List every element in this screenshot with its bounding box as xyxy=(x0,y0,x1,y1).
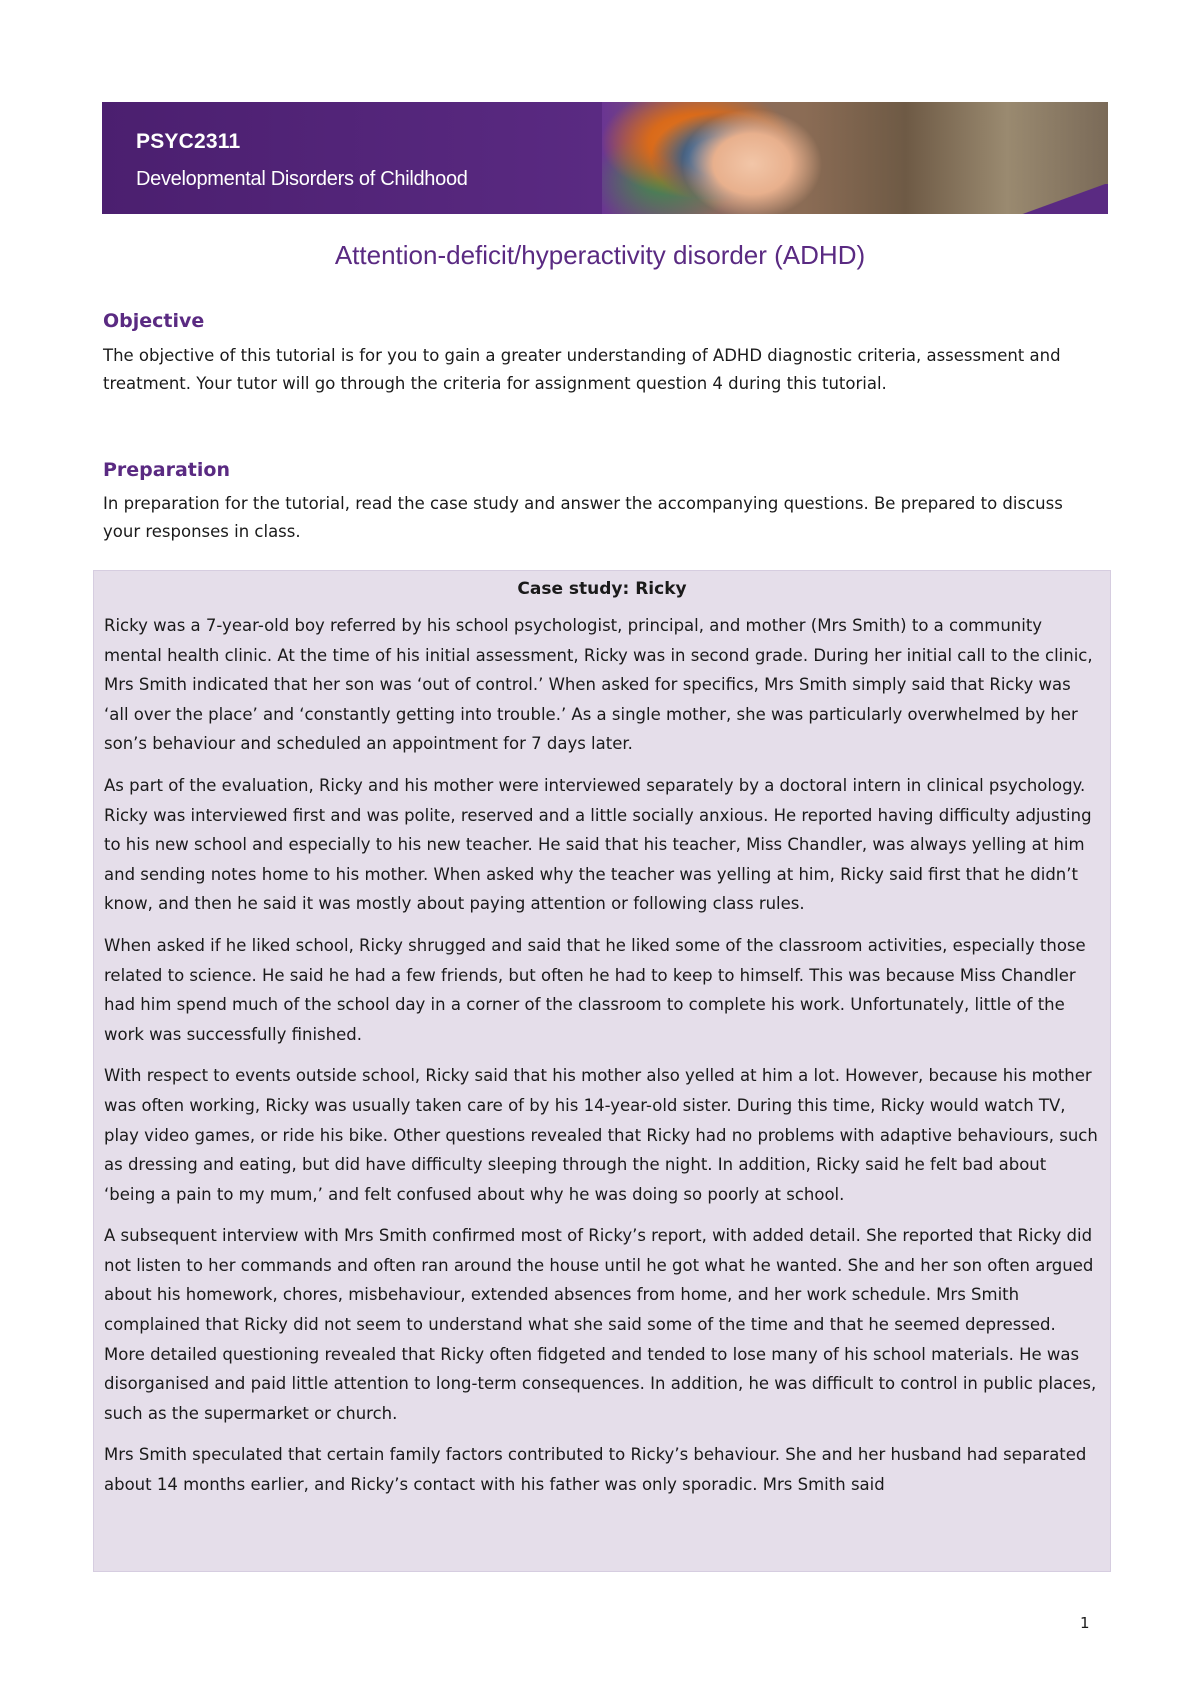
case-paragraph-1: Ricky was a 7-year-old boy referred by his school psychologist, principal, and mother (Mrs Smith) to a community mental health clinic. At the time of his initial assessment, Ricky was in second grade. During her initial call to the clinic, Mrs Smith indicated that her son was ‘out of control.’ When asked for specifics, Mrs Smith simply said that Ricky was ‘all over the place’ and ‘constantly getting into trouble.’ As a single mother, she was particularly overwhelmed by her son’s behaviour and scheduled an appointment for 7 days later. xyxy=(104,616,1093,754)
case-study-box xyxy=(93,570,1111,1572)
banner-photo xyxy=(602,102,1108,214)
case-paragraph-4: With respect to events outside school, Ricky said that his mother also yelled at him a lot. However, because his mother was often working, Ricky was usually taken care of by his 14-year-old sister. During this time, Ricky would watch TV, play video games, or ride his bike. Other questions revealed that Ricky had no problems with adaptive behaviours, such as dressing and eating, but did have difficulty sleeping through the night. In addition, Ricky said he felt bad about ‘being a pain to my mum,’ and felt confused about why he was doing so poorly at school. xyxy=(104,1066,1098,1204)
case-paragraph-2: As part of the evaluation, Ricky and his mother were interviewed separately by a doctoral intern in clinical psychology. Ricky was interviewed first and was polite, reserved and a little socially anxious. He reported having difficulty adjusting to his new school and especially to his new teacher. He said that his teacher, Miss Chandler, was always yelling at him and sending notes home to his mother. When asked why the teacher was yelling at him, Ricky said first that he didn’t know, and then he said it was mostly about paying attention or following class rules. xyxy=(104,775,1092,914)
case-study-title: Case study: Ricky xyxy=(517,579,687,599)
page-title: Attention-deficit/hyperactivity disorder (ADHD) xyxy=(334,240,866,270)
objective-heading: Objective xyxy=(103,310,205,332)
course-name: Developmental Disorders of Childhood xyxy=(136,168,468,190)
case-paragraph-3: When asked if he liked school, Ricky shrugged and said that he liked some of the classroom activities, especially those related to science. He said he had a few friends, but often he had to keep to himself. This was because Miss Chandler had him spend much of the school day in a corner of the classroom to complete his work. Unfortunately, little of the work was successfully finished. xyxy=(104,935,1086,1044)
case-paragraph-6: Mrs Smith speculated that certain family factors contributed to Ricky’s behaviour. She and her husband had separated about 14 months earlier, and Ricky’s contact with his father was only sporadic. Mrs Smith said xyxy=(104,1445,1087,1495)
preparation-text: In preparation for the tutorial, read the case study and answer the accompanying questions. Be prepared to discuss your responses in class. xyxy=(103,494,1063,541)
case-paragraph-5: A subsequent interview with Mrs Smith confirmed most of Ricky’s report, with added detail. She reported that Ricky did not listen to her commands and often ran around the house until he got what he wanted. She and her son often argued about his homework, chores, misbehaviour, extended absences from home, and her work schedule. Mrs Smith complained that Ricky did not seem to understand what she said some of the time and that he seemed depressed. More detailed questioning revealed that Ricky often fidgeted and tended to lose many of his school materials. He was disorganised and paid little attention to long-term consequences. In addition, he was difficult to control in public places, such as the supermarket or church. xyxy=(104,1226,1097,1423)
objective-text: The objective of this tutorial is for you to gain a greater understanding of ADHD diagnostic criteria, assessment and treatment. Your tutor will go through the criteria for assignment question 4 during this tutorial. xyxy=(103,346,1061,393)
preparation-heading: Preparation xyxy=(103,459,230,481)
course-banner xyxy=(102,102,1108,214)
page-number: 1 xyxy=(1080,1614,1090,1632)
course-code: PSYC2311 xyxy=(136,130,241,153)
